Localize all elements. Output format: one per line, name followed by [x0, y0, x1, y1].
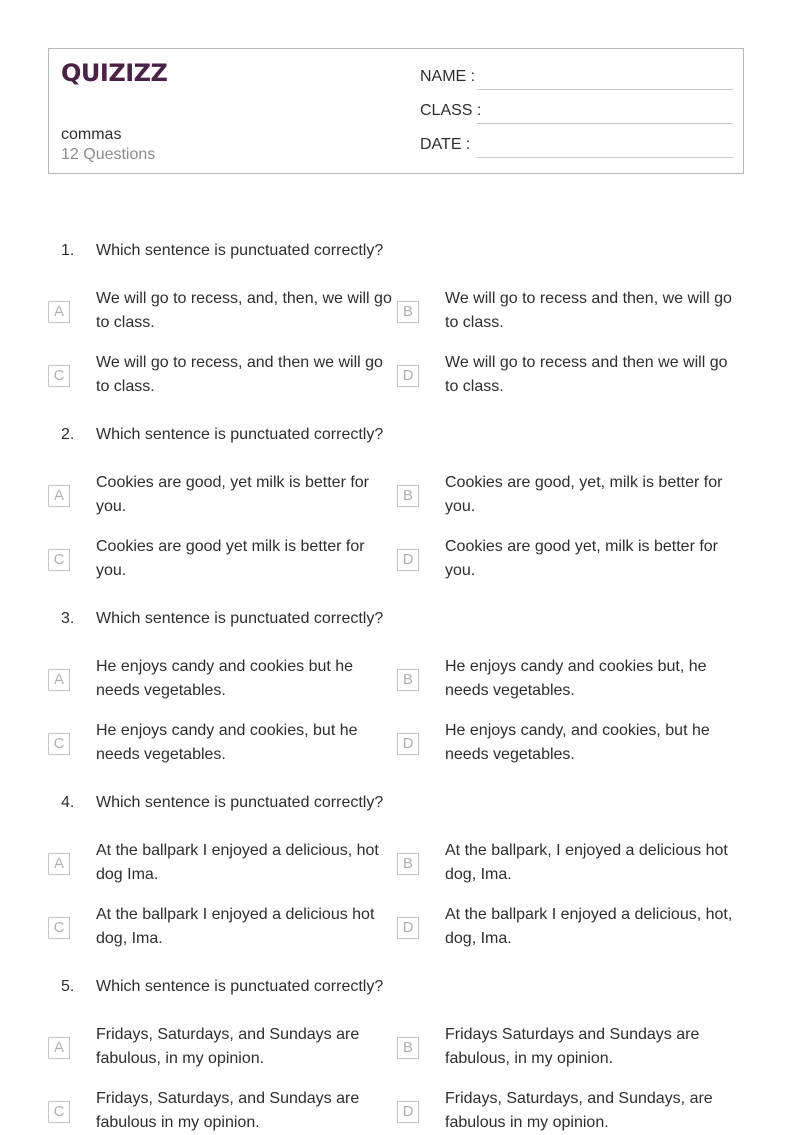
option-letter-badge: C [48, 1101, 70, 1123]
quizizz-logo: QUIZIZZ [61, 59, 168, 87]
question-number: 4. [61, 794, 75, 811]
question-number: 3. [61, 610, 75, 627]
option-text: Cookies are good, yet milk is better for you. [96, 474, 370, 515]
option-letter-badge: A [48, 485, 70, 507]
option-text: Fridays, Saturdays, and Sundays are fabulous, in my opinion. [96, 1026, 360, 1067]
option-letter-badge: B [397, 301, 419, 323]
option-letter-badge: C [48, 733, 70, 755]
option-text: Cookies are good yet milk is better for you. [96, 538, 365, 579]
question-prompt: Which sentence is punctuated correctly? [96, 610, 384, 627]
option-letter-badge: A [48, 1037, 70, 1059]
option-text: Fridays, Saturdays, and Sundays, are fabulous in my opinion. [445, 1090, 713, 1131]
question-number: 5. [61, 978, 75, 995]
option-letter-badge: B [397, 669, 419, 691]
option-letter-badge: D [397, 733, 419, 755]
name-label: NAME : [420, 68, 476, 85]
name-line [477, 89, 733, 90]
option-letter-badge: A [48, 853, 70, 875]
option-letter-badge: D [397, 365, 419, 387]
option-letter-badge: C [48, 365, 70, 387]
option-text: Cookies are good yet, milk is better for you. [445, 538, 719, 579]
question-count: 12 Questions [61, 146, 156, 163]
option-letter-badge: D [397, 917, 419, 939]
option-text: We will go to recess, and, then, we will go to class. [96, 290, 392, 331]
worksheet-header [48, 48, 744, 174]
option-letter-badge: C [48, 917, 70, 939]
question-number: 1. [61, 242, 75, 259]
option-text: Fridays, Saturdays, and Sundays are fabulous in my opinion. [96, 1090, 360, 1131]
option-letter-badge: B [397, 853, 419, 875]
date-label: DATE : [420, 136, 471, 153]
option-letter-badge: C [48, 549, 70, 571]
option-text: We will go to recess, and then we will go to class. [96, 354, 383, 395]
option-text: Fridays Saturdays and Sundays are fabulous, in my opinion. [445, 1026, 700, 1067]
option-letter-badge: B [397, 1037, 419, 1059]
option-letter-badge: A [48, 301, 70, 323]
option-text: At the ballpark, I enjoyed a delicious hot dog, Ima. [445, 842, 728, 883]
option-text: He enjoys candy and cookies, but he needs vegetables. [96, 722, 358, 763]
option-text: We will go to recess and then we will go to class. [445, 354, 728, 395]
question-prompt: Which sentence is punctuated correctly? [96, 794, 384, 811]
question-number: 2. [61, 426, 75, 443]
option-text: He enjoys candy and cookies but, he needs vegetables. [445, 658, 707, 699]
option-text: He enjoys candy and cookies but he needs vegetables. [96, 658, 354, 699]
question-prompt: Which sentence is punctuated correctly? [96, 242, 384, 259]
date-line [477, 157, 733, 158]
option-letter-badge: B [397, 485, 419, 507]
question-prompt: Which sentence is punctuated correctly? [96, 426, 384, 443]
option-text: Cookies are good, yet, milk is better for you. [445, 474, 723, 515]
class-label: CLASS : [420, 102, 482, 119]
question-prompt: Which sentence is punctuated correctly? [96, 978, 384, 995]
class-line [477, 123, 733, 124]
option-text: At the ballpark I enjoyed a delicious hot dog, Ima. [96, 906, 375, 947]
option-text: At the ballpark I enjoyed a delicious, hot dog Ima. [96, 842, 379, 883]
option-text: We will go to recess and then, we will go to class. [445, 290, 732, 331]
worksheet-title: commas [61, 126, 122, 143]
option-text: He enjoys candy, and cookies, but he needs vegetables. [445, 722, 710, 763]
option-letter-badge: A [48, 669, 70, 691]
option-letter-badge: D [397, 1101, 419, 1123]
option-letter-badge: D [397, 549, 419, 571]
option-text: At the ballpark I enjoyed a delicious, hot, dog, Ima. [445, 906, 733, 947]
